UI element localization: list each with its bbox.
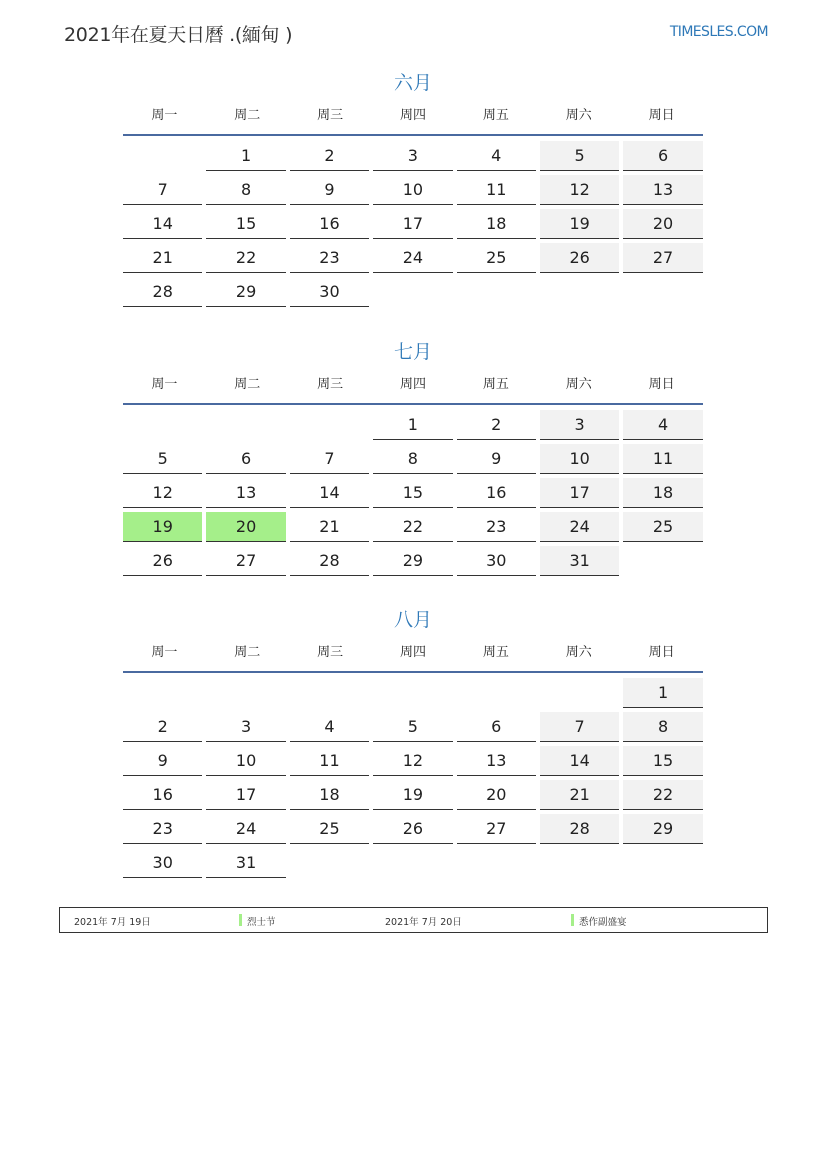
- weekday-header: [123, 641, 703, 665]
- day-cell[interactable]: 23: [457, 512, 536, 542]
- page-title: 2021年在夏天日曆 .(緬甸 ): [64, 24, 293, 46]
- day-cell[interactable]: 20: [623, 209, 702, 239]
- day-cell[interactable]: 19: [123, 512, 202, 542]
- day-cell[interactable]: 29: [373, 546, 452, 576]
- day-cell[interactable]: 21: [123, 243, 202, 273]
- empty-cell: [206, 678, 285, 708]
- weekday-label: 周四: [400, 108, 427, 123]
- day-cell[interactable]: 8: [206, 175, 285, 205]
- day-cell[interactable]: 18: [457, 209, 536, 239]
- day-cell[interactable]: 12: [373, 746, 452, 776]
- weekday-header: [123, 104, 703, 128]
- day-cell[interactable]: 26: [123, 546, 202, 576]
- header-rule: [123, 671, 703, 673]
- day-cell[interactable]: 13: [457, 746, 536, 776]
- day-cell[interactable]: 20: [206, 512, 285, 542]
- weekday-label: 周三: [317, 377, 344, 392]
- empty-cell: [290, 410, 369, 440]
- day-cell[interactable]: 27: [623, 243, 702, 273]
- day-cell[interactable]: 23: [123, 814, 202, 844]
- day-cell[interactable]: 22: [206, 243, 285, 273]
- weekday-label: 周三: [317, 645, 344, 660]
- month-name: 八月: [393, 609, 432, 631]
- header-rule: [123, 403, 703, 405]
- empty-cell: [206, 410, 285, 440]
- day-cell[interactable]: 16: [290, 209, 369, 239]
- day-cell[interactable]: 25: [457, 243, 536, 273]
- day-cell[interactable]: 24: [206, 814, 285, 844]
- day-cell[interactable]: 10: [373, 175, 452, 205]
- weekday-label: 周一: [151, 645, 178, 660]
- day-cell[interactable]: 11: [623, 444, 702, 474]
- weekday-label: 周一: [151, 108, 178, 123]
- day-grid: [123, 410, 703, 576]
- day-cell[interactable]: 21: [290, 512, 369, 542]
- weekday-header: [123, 373, 703, 397]
- day-cell[interactable]: 12: [123, 478, 202, 508]
- legend-date: 2021年 7月 19日: [74, 917, 151, 928]
- day-cell[interactable]: 3: [373, 141, 452, 171]
- day-cell[interactable]: 14: [290, 478, 369, 508]
- day-cell[interactable]: 26: [540, 243, 619, 273]
- day-cell[interactable]: 17: [206, 780, 285, 810]
- weekday-label: 周六: [565, 645, 592, 660]
- day-cell[interactable]: 28: [123, 277, 202, 307]
- weekday-label: 周日: [648, 108, 675, 123]
- day-cell[interactable]: 31: [206, 848, 285, 878]
- site-logo[interactable]: TIMESLES.COM: [669, 24, 768, 40]
- day-cell[interactable]: 15: [373, 478, 452, 508]
- month-august: [123, 607, 703, 878]
- day-cell[interactable]: 30: [123, 848, 202, 878]
- day-cell[interactable]: 1: [373, 410, 452, 440]
- empty-cell: [457, 678, 536, 708]
- day-cell[interactable]: 23: [290, 243, 369, 273]
- empty-cell: [123, 410, 202, 440]
- day-cell[interactable]: 12: [540, 175, 619, 205]
- day-cell[interactable]: 10: [540, 444, 619, 474]
- day-cell[interactable]: 3: [206, 712, 285, 742]
- legend-holiday-name: 悉作副盛宴: [579, 917, 627, 928]
- weekday-label: 周四: [400, 645, 427, 660]
- weekday-label: 周一: [151, 377, 178, 392]
- day-cell[interactable]: 6: [206, 444, 285, 474]
- day-cell[interactable]: 19: [373, 780, 452, 810]
- holiday-legend: [59, 907, 768, 933]
- empty-cell: [290, 678, 369, 708]
- day-cell[interactable]: 7: [290, 444, 369, 474]
- day-cell[interactable]: 22: [373, 512, 452, 542]
- day-cell[interactable]: 4: [623, 410, 702, 440]
- day-cell[interactable]: 2: [457, 410, 536, 440]
- month-name: 七月: [393, 341, 432, 363]
- header-rule: [123, 134, 703, 136]
- weekday-label: 周六: [565, 108, 592, 123]
- day-cell[interactable]: 18: [290, 780, 369, 810]
- day-cell[interactable]: 8: [623, 712, 702, 742]
- month-june: [123, 70, 703, 307]
- day-cell[interactable]: 15: [206, 209, 285, 239]
- empty-cell: [540, 678, 619, 708]
- day-cell[interactable]: 5: [540, 141, 619, 171]
- weekday-label: 周二: [234, 645, 261, 660]
- day-cell[interactable]: 13: [623, 175, 702, 205]
- day-cell[interactable]: 28: [290, 546, 369, 576]
- day-cell[interactable]: 18: [623, 478, 702, 508]
- month-name: 六月: [393, 72, 432, 94]
- day-cell[interactable]: 14: [123, 209, 202, 239]
- day-cell[interactable]: 25: [290, 814, 369, 844]
- day-cell[interactable]: 25: [623, 512, 702, 542]
- day-cell[interactable]: 1: [623, 678, 702, 708]
- legend-holiday-name: 烈士节: [247, 917, 276, 928]
- day-cell[interactable]: 26: [373, 814, 452, 844]
- day-cell[interactable]: 27: [206, 546, 285, 576]
- day-cell[interactable]: 20: [457, 780, 536, 810]
- day-grid: [123, 678, 703, 878]
- day-cell[interactable]: 7: [123, 175, 202, 205]
- empty-cell: [123, 678, 202, 708]
- legend-color-swatch: [571, 914, 574, 926]
- weekday-label: 周二: [234, 377, 261, 392]
- day-cell[interactable]: 15: [623, 746, 702, 776]
- day-cell[interactable]: 6: [457, 712, 536, 742]
- day-cell[interactable]: 13: [206, 478, 285, 508]
- day-cell[interactable]: 31: [540, 546, 619, 576]
- day-cell[interactable]: 9: [290, 175, 369, 205]
- day-cell[interactable]: 6: [623, 141, 702, 171]
- day-cell[interactable]: 14: [540, 746, 619, 776]
- day-cell[interactable]: 17: [373, 209, 452, 239]
- day-cell[interactable]: 1: [206, 141, 285, 171]
- weekday-label: 周五: [482, 377, 509, 392]
- day-cell[interactable]: 30: [457, 546, 536, 576]
- weekday-label: 周四: [400, 377, 427, 392]
- day-cell[interactable]: 3: [540, 410, 619, 440]
- month-july: [123, 339, 703, 576]
- day-cell[interactable]: 10: [206, 746, 285, 776]
- empty-cell: [123, 141, 202, 171]
- weekday-label: 周六: [565, 377, 592, 392]
- day-cell[interactable]: 29: [623, 814, 702, 844]
- day-cell[interactable]: 9: [457, 444, 536, 474]
- day-cell[interactable]: 22: [623, 780, 702, 810]
- day-cell[interactable]: 5: [123, 444, 202, 474]
- legend-date: 2021年 7月 20日: [385, 917, 462, 928]
- day-cell[interactable]: 8: [373, 444, 452, 474]
- weekday-label: 周日: [648, 645, 675, 660]
- weekday-label: 周二: [234, 108, 261, 123]
- day-cell[interactable]: 4: [290, 712, 369, 742]
- weekday-label: 周三: [317, 108, 344, 123]
- day-cell[interactable]: 21: [540, 780, 619, 810]
- weekday-label: 周五: [482, 108, 509, 123]
- weekday-label: 周日: [648, 377, 675, 392]
- day-cell[interactable]: 7: [540, 712, 619, 742]
- weekday-label: 周五: [482, 645, 509, 660]
- day-cell[interactable]: 29: [206, 277, 285, 307]
- day-cell[interactable]: 11: [290, 746, 369, 776]
- day-cell[interactable]: 28: [540, 814, 619, 844]
- legend-color-swatch: [239, 914, 242, 926]
- day-cell[interactable]: 30: [290, 277, 369, 307]
- day-cell[interactable]: 16: [457, 478, 536, 508]
- day-cell[interactable]: 19: [540, 209, 619, 239]
- day-cell[interactable]: 2: [290, 141, 369, 171]
- day-cell[interactable]: 27: [457, 814, 536, 844]
- day-grid: [123, 141, 703, 307]
- empty-cell: [373, 678, 452, 708]
- day-cell[interactable]: 5: [373, 712, 452, 742]
- day-cell[interactable]: 9: [123, 746, 202, 776]
- day-cell[interactable]: 11: [457, 175, 536, 205]
- day-cell[interactable]: 16: [123, 780, 202, 810]
- day-cell[interactable]: 24: [540, 512, 619, 542]
- day-cell[interactable]: 4: [457, 141, 536, 171]
- day-cell[interactable]: 24: [373, 243, 452, 273]
- day-cell[interactable]: 2: [123, 712, 202, 742]
- day-cell[interactable]: 17: [540, 478, 619, 508]
